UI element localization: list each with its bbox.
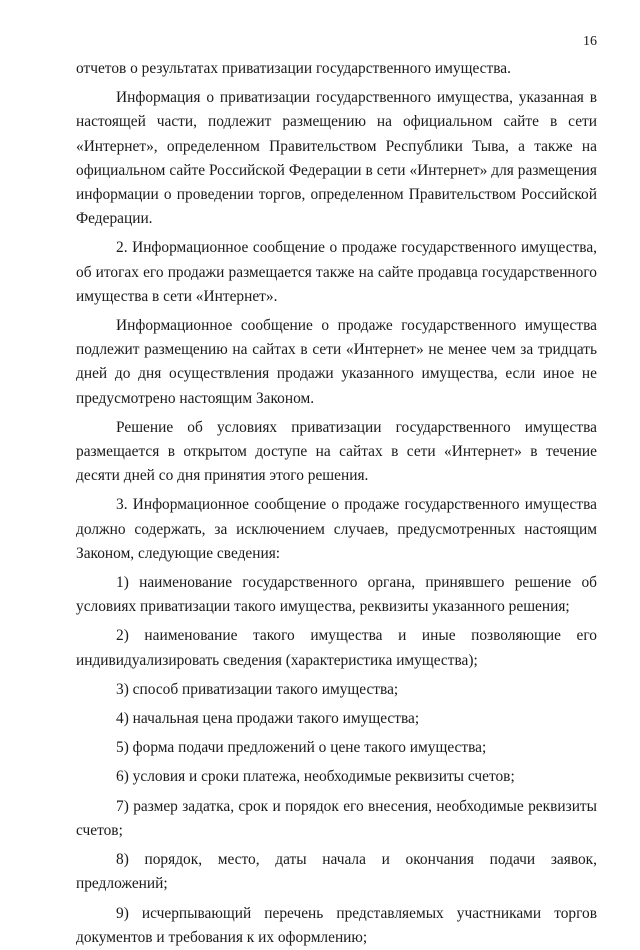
list-item-9: 9) исчерпывающий перечень представляемых участниками торгов документов и требования к их оформлению;	[76, 904, 597, 946]
list-item-2: 2) наименование такого имущества и иные позволяющие его индивидуализировать сведения (характеристика имущества);	[76, 627, 597, 669]
page-number: 16	[583, 34, 597, 49]
required-info-list	[76, 571, 597, 950]
list-item-8: 8) порядок, место, даты начала и окончания подачи заявок, предложений;	[76, 851, 597, 893]
list-item-7: 7) размер задатка, срок и порядок его внесения, необходимые реквизиты счетов;	[76, 797, 597, 839]
paragraph-privatization-info: Информация о приватизации государственного имущества, указанная в настоящей части, подлежит размещению на официальном сайте в сети «Интернет», определенном Правительством Республики Тыва, а также на официальном сайте Российской Федерации в сети «Интернет» для размещения информации о проведении торгов, определенном Правительством Российской Федерации.	[76, 89, 597, 228]
paragraph-continuation: отчетов о результатах приватизации государственного имущества.	[76, 60, 511, 77]
paragraph-decision-publication: Решение об условиях приватизации государственного имущества размещается в открытом доступе на сайтах в сети «Интернет» в течение десяти дней со дня принятия этого решения.	[76, 418, 597, 485]
list-item-5: 5) форма подачи предложений о цене такого имущества;	[116, 739, 487, 757]
paragraph-section-2: 2. Информационное сообщение о продаже государственного имущества, об итогах его продажи размещается также на сайте продавца государственного имущества в сети «Интернет».	[76, 239, 597, 305]
list-item-1: 1) наименование государственного органа, принявшего решение об условиях приватизации такого имущества, реквизиты указанного решения;	[76, 574, 597, 616]
list-item-3: 3) способ приватизации такого имущества;	[116, 680, 399, 698]
list-item-6: 6) условия и сроки платежа, необходимые реквизиты счетов;	[116, 768, 515, 786]
paragraph-publication-deadline: Информационное сообщение о продаже государственного имущества подлежит размещению на сайтах в сети «Интернет» не менее чем за тридцать дней до дня осуществления продажи указанного имущества, если иное не предусмотрено настоящим Законом.	[76, 317, 597, 407]
list-item-4: 4) начальная цена продажи такого имущества;	[116, 710, 420, 728]
paragraph-section-3: 3. Информационное сообщение о продаже государственного имущества должно содержать, за исключением случаев, предусмотренных настоящим Законом, следующие сведения:	[76, 496, 597, 562]
document-body	[76, 57, 597, 950]
